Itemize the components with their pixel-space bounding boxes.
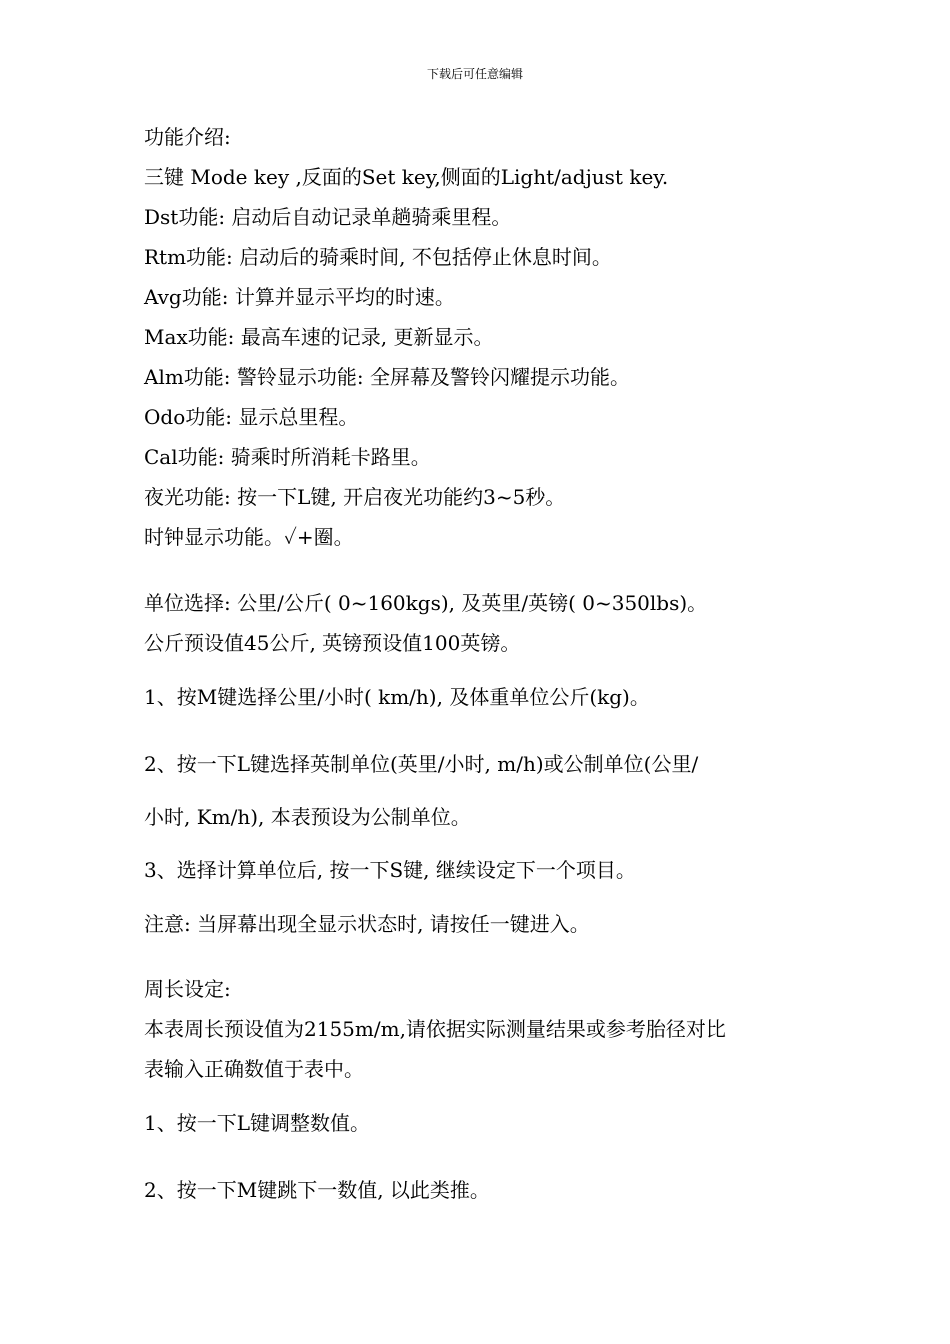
- text-line-circ-default: 本表周长预设值为2155m/m,请依据实际测量结果或参考胎径对比: [144, 1017, 726, 1041]
- text-line-unit-step2: 2、按一下L键选择英制单位(英里/小时, m/h)或公制单位(公里/: [144, 752, 699, 776]
- text-line-alm: Alm功能: 警铃显示功能: 全屏幕及警铃闪耀提示功能。: [144, 365, 630, 389]
- text-line-avg: Avg功能: 计算并显示平均的时速。: [144, 285, 455, 309]
- text-line-keys: 三键 Mode key ,反面的Set key,侧面的Light/adjust key.: [144, 165, 669, 189]
- text-line-nightlight: 夜光功能: 按一下L键, 开启夜光功能约3~5秒。: [144, 485, 566, 509]
- text-line-circ-default-cont: 表输入正确数值于表中。: [144, 1057, 364, 1081]
- text-line-note: 注意: 当屏幕出现全显示状态时, 请按任一键进入。: [144, 912, 590, 936]
- text-line-odo: Odo功能: 显示总里程。: [144, 405, 359, 429]
- text-line-circ-step2: 2、按一下M键跳下一数值, 以此类推。: [144, 1178, 490, 1202]
- text-line-unit-step3: 3、选择计算单位后, 按一下S键, 继续设定下一个项目。: [144, 858, 636, 882]
- text-line-unit-step1: 1、按M键选择公里/小时( km/h), 及体重单位公斤(kg)。: [144, 685, 650, 709]
- text-line-circ-step1: 1、按一下L键调整数值。: [144, 1111, 371, 1135]
- text-line-clock: 时钟显示功能。✓+圈。: [144, 525, 354, 549]
- section-title-circumference: 周长设定:: [144, 977, 231, 1001]
- text-line-max: Max功能: 最高车速的记录, 更新显示。: [144, 325, 494, 349]
- text-line-dst: Dst功能: 启动后自动记录单趟骑乘里程。: [144, 205, 512, 229]
- text-line-unit-default: 公斤预设值45公斤, 英镑预设值100英镑。: [144, 631, 521, 655]
- section-title-features: 功能介绍:: [144, 125, 231, 149]
- page-header: 下载后可任意编辑: [426, 67, 523, 81]
- text-line-unit-step2-cont: 小时, Km/h), 本表预设为公制单位。: [144, 805, 471, 829]
- text-line-rtm: Rtm功能: 启动后的骑乘时间, 不包括停止休息时间。: [144, 245, 612, 269]
- text-line-unit-select: 单位选择: 公里/公斤( 0~160kgs), 及英里/英镑( 0~350lbs)。: [144, 591, 708, 615]
- text-line-cal: Cal功能: 骑乘时所消耗卡路里。: [144, 445, 431, 469]
